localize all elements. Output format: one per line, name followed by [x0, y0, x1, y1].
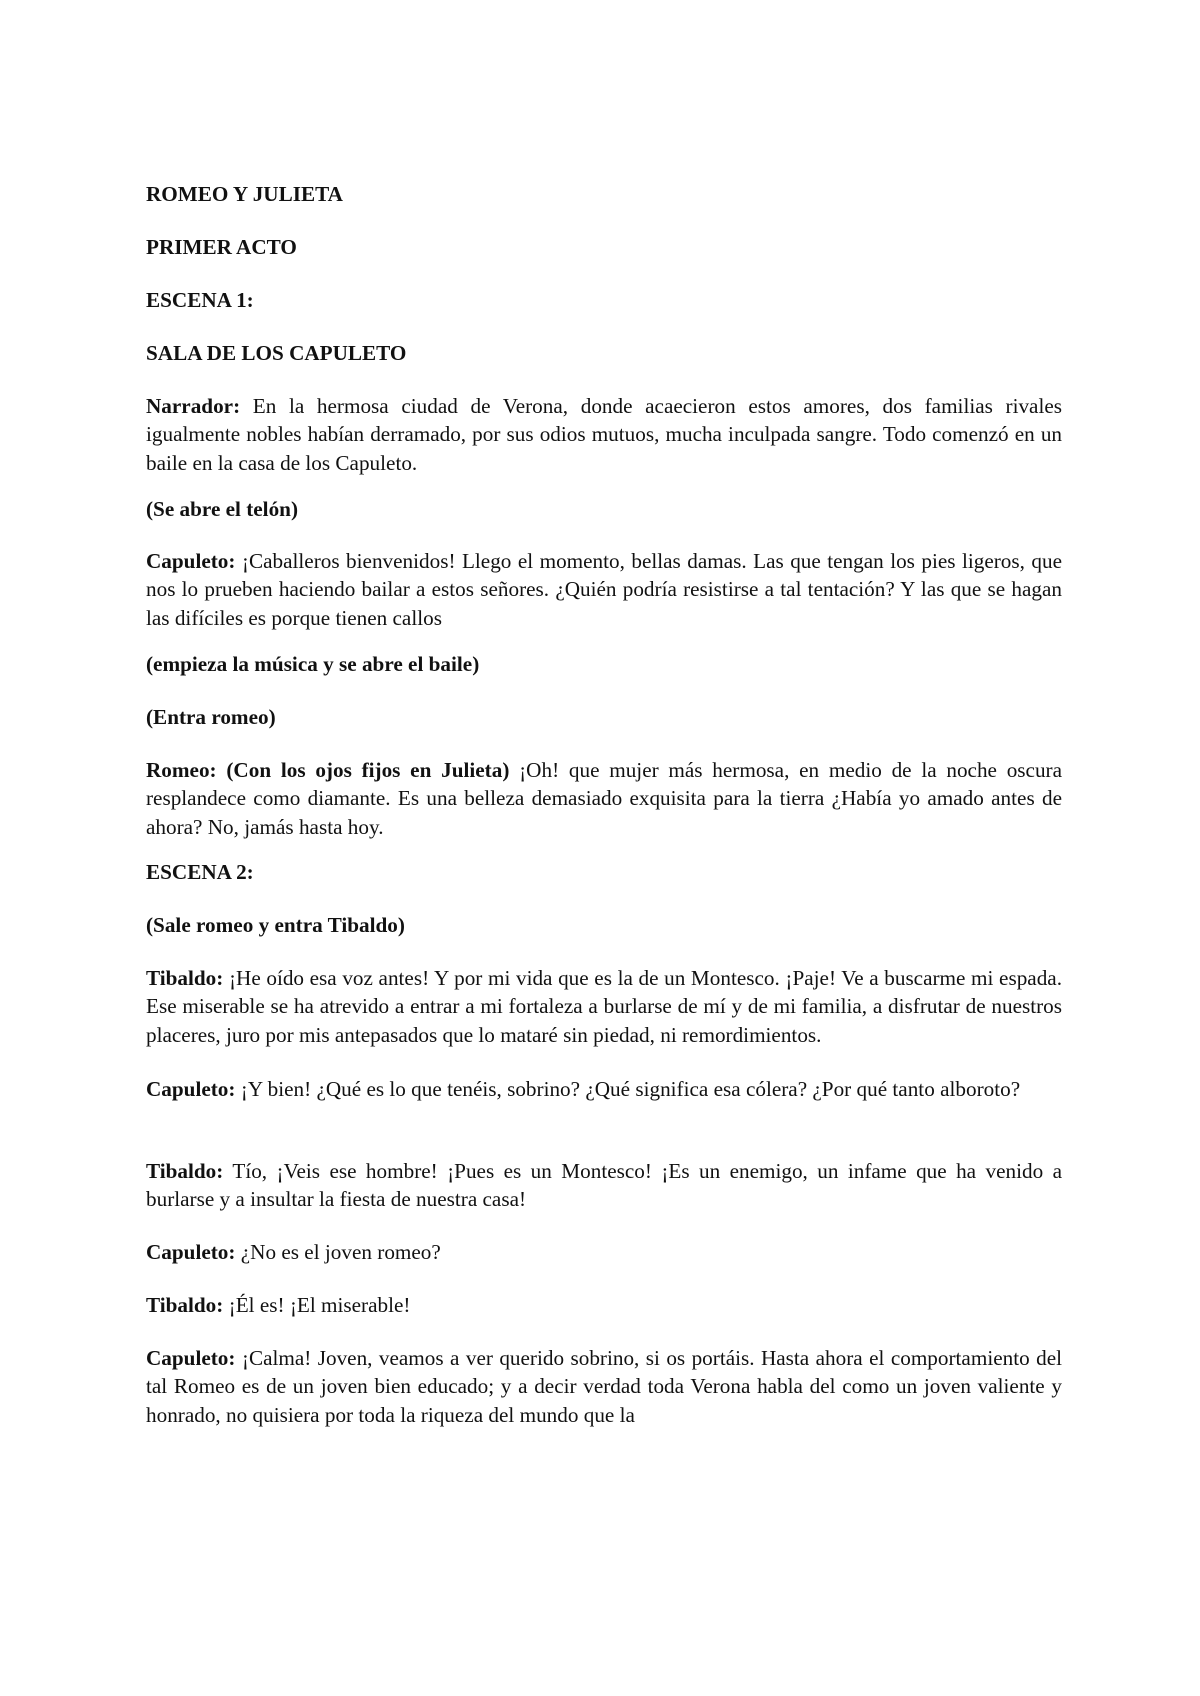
- tibaldo-paragraph-2: [146, 1157, 1062, 1214]
- capuleto-paragraph-4: [146, 1344, 1062, 1429]
- stage-direction: (Se abre el telón): [146, 497, 299, 521]
- dialogue-text: En la hermosa ciudad de Verona, donde acaecieron estos amores, dos familias rivales igualmente nobles habían derramado, por sus odios mutuos, mucha inculpada sangre. Todo comenzó en un baile en la casa de los Capuleto.: [146, 394, 1062, 475]
- speaker-name: Capuleto:: [146, 549, 236, 573]
- act-heading: PRIMER ACTO: [146, 235, 297, 259]
- dialogue-text: ¡Oh! que mujer más hermosa, en medio de la noche oscura resplandece como diamante. Es una belleza demasiado exquisita para la tierra ¿Había yo amado antes de ahora? No, jamás hasta hoy.: [146, 758, 1063, 839]
- capuleto-paragraph-1: [146, 547, 1062, 632]
- dialogue-text: ¡Y bien! ¿Qué es lo que tenéis, sobrino? ¿Qué significa esa cólera? ¿Por qué tanto alboroto?: [235, 1077, 1021, 1101]
- narrator-paragraph: [146, 392, 1062, 477]
- dialogue-text: ¿No es el joven romeo?: [235, 1240, 441, 1264]
- play-title: ROMEO Y JULIETA: [146, 182, 343, 206]
- speaker-name: Capuleto:: [146, 1240, 236, 1264]
- speaker-name: Capuleto:: [146, 1346, 236, 1370]
- stage-direction: (empieza la música y se abre el baile): [146, 652, 480, 676]
- speaker-name: Capuleto:: [146, 1077, 236, 1101]
- dialogue-text: ¡Calma! Joven, veamos a ver querido sobrino, si os portáis. Hasta ahora el comportamiento del tal Romeo es de un joven bien educado; y a decir verdad toda Verona habla del como un joven valiente y honrado, no quisiera por toda la riqueza del mundo que la: [146, 1346, 1062, 1427]
- dialogue-text: ¡Él es! ¡El miserable!: [223, 1293, 411, 1317]
- speaker-name: Tibaldo:: [146, 966, 224, 990]
- scene-1-heading: ESCENA 1:: [146, 288, 254, 312]
- romeo-paragraph: [146, 756, 1062, 841]
- inline-stage-direction: (Con los ojos fijos en Julieta): [226, 758, 510, 782]
- dialogue-text: ¡He oído esa voz antes! Y por mi vida que es la de un Montesco. ¡Paje! Ve a buscarme mi espada. Ese miserable se ha atrevido a entrar a mi fortaleza a burlarse de mí y de mi familia, a disfrutar de nuestros placeres, juro por mis antepasados que lo mataré sin piedad, ni remordimientos.: [146, 966, 1062, 1047]
- speaker-name: Narrador:: [146, 394, 241, 418]
- speaker-name: Tibaldo:: [146, 1293, 224, 1317]
- location-heading: SALA DE LOS CAPULETO: [146, 341, 407, 365]
- stage-direction: (Entra romeo): [146, 705, 276, 729]
- speaker-name: Tibaldo:: [146, 1159, 224, 1183]
- dialogue-text: Tío, ¡Veis ese hombre! ¡Pues es un Montesco! ¡Es un enemigo, un infame que ha venido a burlarse y a insultar la fiesta de nuestra casa!: [146, 1159, 1062, 1212]
- capuleto-paragraph-2: [146, 1075, 1062, 1103]
- tibaldo-paragraph-3: [146, 1291, 1062, 1319]
- speaker-name: Romeo:: [146, 758, 217, 782]
- stage-direction: (Sale romeo y entra Tibaldo): [146, 913, 405, 937]
- scene-2-heading: ESCENA 2:: [146, 860, 254, 884]
- dialogue-text: ¡Caballeros bienvenidos! Llego el momento, bellas damas. Las que tengan los pies ligeros, que nos lo prueben haciendo bailar a estos señores. ¿Quién podría resistirse a tal tentación? Y las que se hagan las difíciles es porque tienen callos: [146, 549, 1062, 630]
- tibaldo-paragraph-1: [146, 964, 1062, 1049]
- capuleto-paragraph-3: [146, 1238, 1062, 1266]
